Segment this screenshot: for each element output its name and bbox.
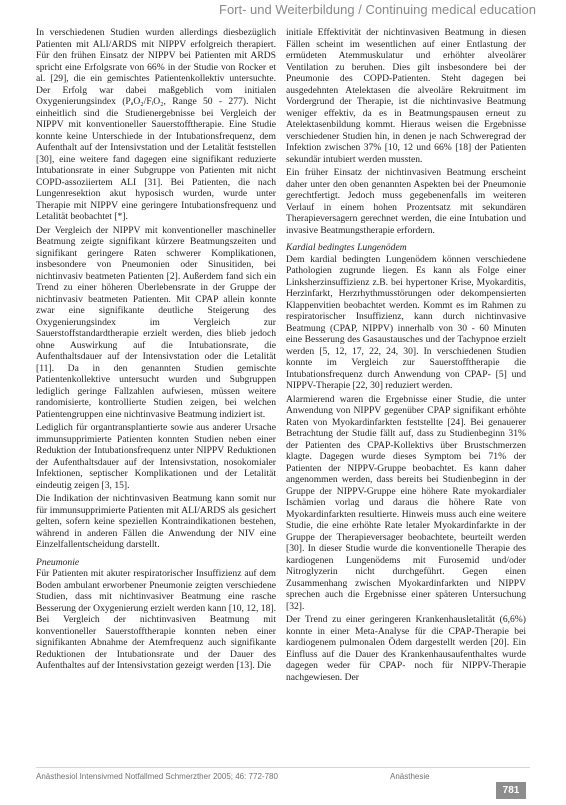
paragraph: Lediglich für organtransplantierte sowie aus anderer Ursache immunsupprimierte Patienten konnten Studien neben einer Reduktion der Intubationsfrequenz unter NIPPV Reduktionen der Aufenthaltsdauer auf der Intensivstation, nosokomialer Infektionen, septischer Komplikationen und der Letalität eindeutig zeigen [3, 15]. [36, 422, 276, 491]
section-title: Fort- und Weiterbildung / Continuing medical education [219, 2, 536, 17]
left-column [36, 27, 276, 674]
page-number-badge: 781 [496, 782, 526, 799]
paragraph: Für Patienten mit akuter respiratorischer Insuffizienz auf dem Boden ambulant erworbener Pneumonie zeigten verschiedene Studien, dass mit nichtinvasiver Beatmung eine rasche Besserung der Oxygenierung erzielt werden kann [10, 12, 18]. Bei Vergleich der nichtinvasiven Beatmung mit konventioneller Sauerstofftherapie konnten neben einer signifikanten Abnahme der Atemfrequenz auch signifikante Reduktionen der Intubationsrate und der Dauer des Aufenthaltes auf der Intensivstation gezeigt werden [13]. Die [36, 568, 276, 671]
publisher-label: Anästhesie [390, 772, 430, 781]
paragraph: initiale Effektivität der nichtinvasiven Beatmung in diesen Fällen scheint im wesentlichen auf einer Entlastung der ermüdeten Atemmuskulatur und erhöhter alveolärer Ventilation zu beruhen. Dies gilt insbesondere bei der Pneumonie des COPD-Patienten. Steht dagegen bei ausgedehnten Atelektasen die alveoläre Rekruitment im Vordergrund der Therapie, ist die nichtinvasive Beatmung weniger effektiv, da es in Beatmungspausen erneut zu Atelektasenbildung kommt. Hieraus weisen die Ergebnisse verschiedener Studien hin, in denen je nach Schweregrad der Infektion zwischen 37% [10, 12 und 66% [18] der Patienten sekundär intubiert werden mussten. [286, 27, 526, 165]
paragraph: Der Trend zu einer geringeren Krankenhausletalität (6,6%) konnte in einer Meta-Analyse für die CPAP-Therapie bei kardiogenem pulmonalen Ödem dargestellt werden [20]. Ein Einfluss auf die Dauer des Krankenhausaufenthaltes wurde dagegen weder für CPAP- noch für NIPPV-Therapie nachgewiesen. Der [286, 614, 526, 683]
paragraph: Alarmierend waren die Ergebnisse einer Studie, die unter Anwendung von NIPPV gegenüber CPAP signifikant erhöhte Raten von Myokardinfarkten feststellte [24]. Bei genauerer Betrachtung der Studie fällt auf, dass zu Studienbeginn 31% der Patienten des CPAP-Kollektivs über Brustschmerzen klagte. Dagegen wurde dieses Symptom bei 71% der Patienten der NIPPV-Gruppe beobachtet. Es kann daher angenommen werden, dass bereits bei Studienbeginn in der Gruppe der NIPPV-Gruppe eine höhere Rate myokardialer Ischämien vorlag und daraus die höhere Rate von Myokardinfarkten resultierte. Hinweis muss auch eine weitere Studie, die eine erhöhte Rate letaler Myokardinfarkte in der Gruppe der Therapieversager beobachtete, beurteilt werden [30]. In dieser Studie wurde die konventionelle Therapie des kardiogenen Lungenödems mit Furosemid und/oder Nitroglyzerin nicht durchgeführt. Gegen einen Zusammenhang zwischen Myokardinfarkten und NIPPV sprechen auch die Ergebnisse einer späteren Untersuchung [32]. [286, 393, 526, 612]
paragraph: In verschiedenen Studien wurden allerdings diesbezüglich Patienten mit ALI/ARDS mit NIPPV erfolgreich therapiert. Für den frühen Einsatz der NIPPV bei Patienten mit ARDS spricht eine Erfolgsrate von 66% in der Studie von Rocker et al. [29], die ein gemischtes Patientenkollektiv untersuchte. Der Erfolg war dabei maßgeblich vom initialen Oxygenierungsindex (PₐO₂/FᵢO₂, Range 50 - 277). Nicht einheitlich sind die Studienergebnisse bei Vergleich der NIPPV mit konventioneller Sauerstofftherapie. Eine Studie konnte keine Unterschiede in der Intubationsfrequenz, dem Aufenthalt auf der Intensivstation und der Letalität feststellen [30], eine weitere fand dagegen eine signifikant reduzierte Intubationsrate in einer Subgruppe von Patienten mit nicht COPD-assoziiertem ALI [31]. Bei Patienten, die nach Lungenresektion akut hyposisch wurden, wurde unter Therapie mit NIPPV eine geringere Intubationsfrequenz und Letalität beobachtet [*]. [36, 27, 276, 222]
page-footer [0, 767, 566, 805]
section-heading-kardial: Kardial bedingtes Lungenödem [286, 242, 407, 253]
journal-citation: Anästhesiol Intensivmed Notfallmed Schmerzther 2005; 46: 772-780 [36, 772, 278, 781]
section-heading-pneumonie: Pneumonie [36, 556, 80, 568]
footer-divider [36, 767, 530, 768]
paragraph: Ein früher Einsatz der nichtinvasiven Beatmung erscheint daher unter den oben genannten Aspekten bei der Pneumonie gerechtfertigt. Jedoch muss gegebenenfalls im weiteren Verlauf in einem hohen Prozentsatz mit sekundären Therapieversagern gerechnet werden, die eine Intubation und invasive Beatmungstherapie erfordern. [286, 167, 526, 236]
paragraph: Dem kardial bedingten Lungenödem können verschiedene Pathologien zugrunde liegen. Es kann als Folge einer Linksherzinsuffizienz z.B. bei hypertoner Krise, Myokarditis, Herzinfarkt, Herzrhythmusstörungen oder dekompensierten Klappenvitien beobachtet werden. Kommt es im Rahmen zu respiratorischer Insuffizienz, kann durch nichtinvasive Beatmung (CPAP, NIPPV) innerhalb von 30 - 60 Minuten eine Besserung des Gasaustausches und der Tachypnoe erzielt werden [5, 12, 17, 22, 24, 30]. In verschiedenen Studien konnte im Vergleich zur Sauerstofftherapie die Intubationsfrequenz durch Anwendung von CPAP- [5] und NIPPV-Therapie [22, 30] reduziert werden. [286, 253, 526, 391]
right-column [286, 27, 526, 685]
page-header [0, 0, 566, 26]
paragraph: Die Indikation der nichtinvasiven Beatmung kann somit nur für immunsupprimierte Patienten mit ALI/ARDS als gesichert gelten, sofern keine speziellen Kontraindikationen bestehen, während in anderen Fällen die Anwendung der NIV eine Einzelfallentscheidung darstellt. [36, 493, 276, 550]
paragraph: Der Vergleich der NIPPV mit konventioneller maschineller Beatmung zeigte signifikant kürzere Beatmungszeiten und signifikant geringere Raten schwerer Komplikationen, insbesondere von Pneumonien oder Sinusitiden, bei nichtinvasiv beatmeten Patienten [2]. Außerdem fand sich ein Trend zu einer höheren Überlebensrate in der Gruppe der nichtinvasiv beatmeten Patienten. Mit CPAP allein konnte zwar eine signifikante deutliche Steigerung des Oxygenierungsindex im Vergleich zur Sauerstoffstandardtherapie erzielt werden, dies blieb jedoch ohne Auswirkung auf die Intubationsrate, die Aufenthaltsdauer auf der Intensivstation oder die Letalität [11]. Da in den genannten Studien gemischte Patientenkollektive untersucht wurden und Subgruppen lediglich geringe Fallzahlen aufwiesen, müssen weitere randomisierte, kontrollierte Studien zeigen, bei welchen Patientengruppen eine nichtinvasive Beatmung indiziert ist. [36, 224, 276, 420]
